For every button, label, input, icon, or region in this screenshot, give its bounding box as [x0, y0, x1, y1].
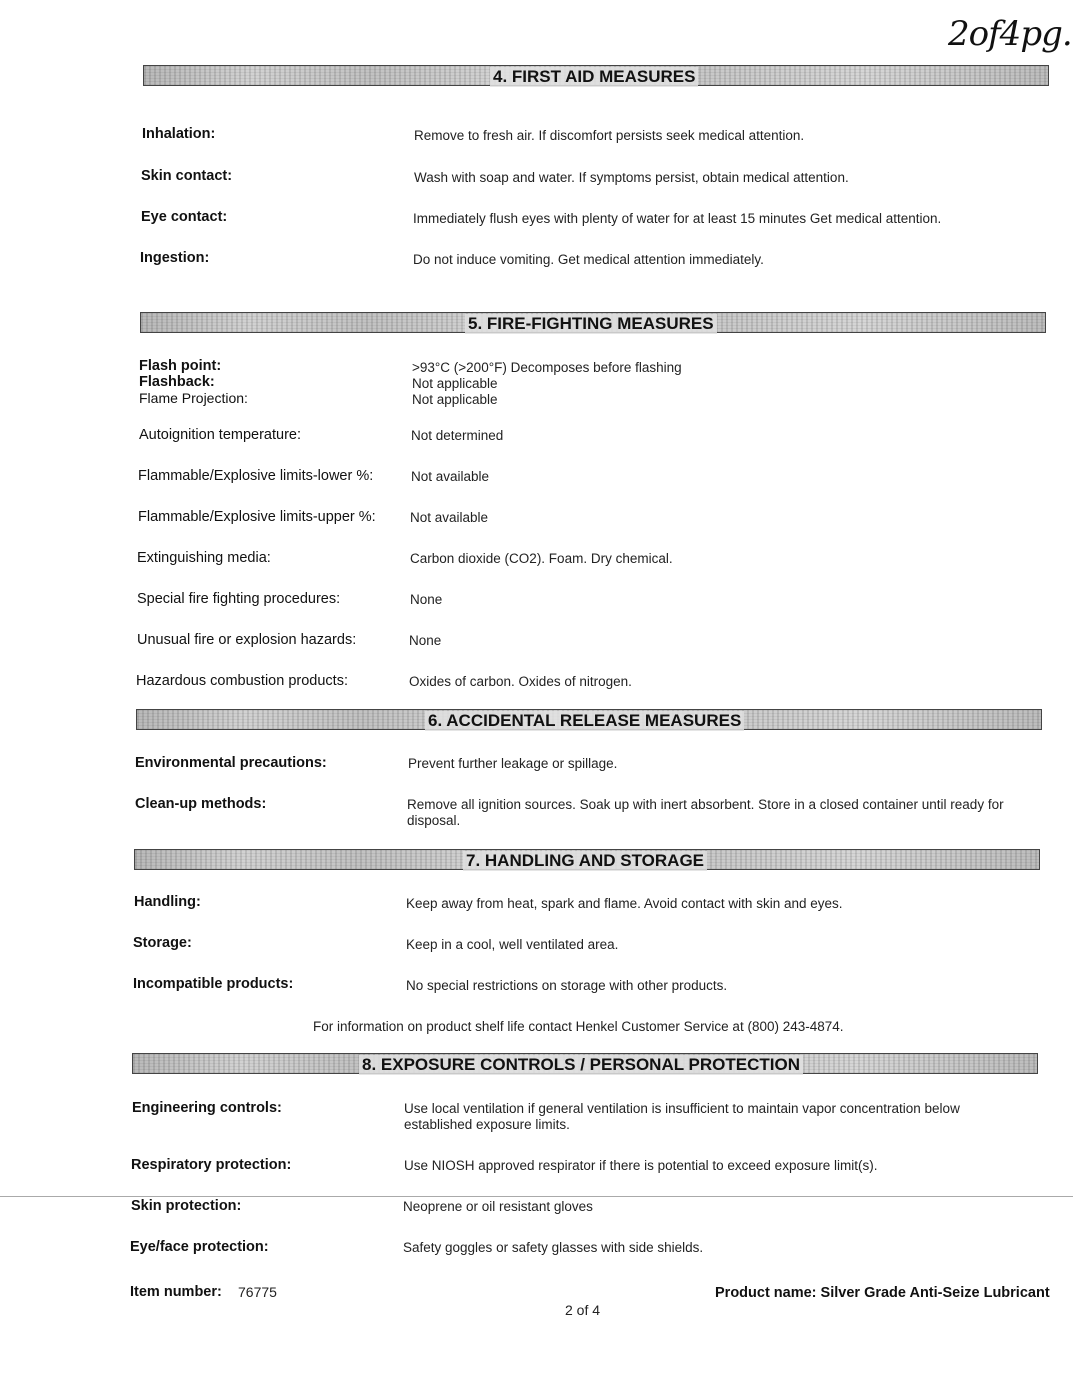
unusual-hazards-label: Unusual fire or explosion hazards:	[137, 632, 357, 648]
handling-label: Handling:	[134, 894, 201, 910]
inhalation-value: Remove to fresh air. If discomfort persists seek medical attention.	[414, 128, 805, 143]
upper-limit-label: Flammable/Explosive limits-upper %:	[138, 509, 376, 525]
combustion-products-value: Oxides of carbon. Oxides of nitrogen.	[409, 674, 632, 689]
extinguishing-media-value: Carbon dioxide (CO2). Foam. Dry chemical.	[410, 551, 673, 566]
skin-protection-label: Skin protection:	[131, 1198, 242, 1214]
section-header-fire-fighting	[140, 312, 1046, 333]
clean-up-methods-value: Remove all ignition sources. Soak up with inert absorbent. Store in a closed container until ready for disposal.	[407, 797, 1004, 828]
flame-projection-label: Flame Projection:	[139, 390, 248, 406]
special-procedures-value: None	[410, 592, 443, 607]
item-number-value: 76775	[238, 1284, 277, 1300]
flashback-label: Flashback:	[139, 374, 215, 390]
special-procedures-label: Special fire fighting procedures:	[137, 591, 341, 607]
eye-contact-value: Immediately flush eyes with plenty of water for at least 15 minutes Get medical attention.	[413, 211, 942, 226]
environmental-precautions-value: Prevent further leakage or spillage.	[408, 756, 618, 771]
combustion-products-label: Hazardous combustion products:	[136, 673, 348, 689]
eye-face-protection-value: Safety goggles or safety glasses with side shields.	[403, 1240, 704, 1255]
section-title: 7. HANDLING AND STORAGE	[463, 851, 707, 871]
environmental-precautions-label: Environmental precautions:	[135, 755, 327, 771]
skin-protection-value: Neoprene or oil resistant gloves	[403, 1199, 593, 1214]
ingestion-value: Do not induce vomiting. Get medical attention immediately.	[413, 252, 764, 267]
shelf-life-note: For information on product shelf life contact Henkel Customer Service at (800) 243-4874.	[313, 1019, 844, 1034]
flash-point-label: Flash point:	[139, 358, 222, 374]
skin-contact-value: Wash with soap and water. If symptoms persist, obtain medical attention.	[414, 170, 849, 185]
section-header-first-aid	[143, 65, 1049, 86]
flash-point-value: >93°C (>200°F) Decomposes before flashing	[412, 360, 682, 375]
lower-limit-label: Flammable/Explosive limits-lower %:	[138, 468, 374, 484]
handwritten-page-note: 2of4pg.	[948, 14, 1072, 54]
skin-contact-label: Skin contact:	[141, 168, 233, 184]
unusual-hazards-value: None	[409, 633, 442, 648]
scan-fold-line	[0, 1196, 1073, 1197]
engineering-controls-value: Use local ventilation if general ventilation is insufficient to maintain vapor concentration below established exposure limits.	[404, 1101, 960, 1132]
page-number: 2 of 4	[565, 1302, 601, 1318]
item-number-label: Item number:	[130, 1284, 222, 1300]
clean-up-methods-label: Clean-up methods:	[135, 796, 267, 812]
handling-value: Keep away from heat, spark and flame. Avoid contact with skin and eyes.	[406, 896, 843, 911]
flash-values	[412, 360, 682, 408]
section-header-handling-storage	[134, 849, 1040, 870]
section-title: 5. FIRE-FIGHTING MEASURES	[465, 314, 717, 334]
storage-value: Keep in a cool, well ventilated area.	[406, 937, 619, 952]
section-header-exposure-controls	[132, 1053, 1038, 1074]
autoignition-value: Not determined	[411, 428, 504, 443]
autoignition-label: Autoignition temperature:	[139, 427, 302, 443]
flash-labels	[139, 358, 248, 406]
eye-contact-label: Eye contact:	[141, 209, 228, 225]
ingestion-label: Ingestion:	[140, 250, 210, 266]
extinguishing-media-label: Extinguishing media:	[137, 550, 271, 566]
flame-projection-value: Not applicable	[412, 392, 498, 407]
incompatible-products-label: Incompatible products:	[133, 976, 294, 992]
inhalation-label: Inhalation:	[142, 126, 216, 142]
upper-limit-value: Not available	[410, 510, 489, 525]
lower-limit-value: Not available	[411, 469, 490, 484]
section-title: 6. ACCIDENTAL RELEASE MEASURES	[425, 711, 744, 731]
incompatible-products-value: No special restrictions on storage with other products.	[406, 978, 728, 993]
engineering-controls-label: Engineering controls:	[132, 1100, 282, 1116]
respiratory-protection-value: Use NIOSH approved respirator if there is potential to exceed exposure limit(s).	[404, 1158, 878, 1173]
product-name: Product name: Silver Grade Anti-Seize Lubricant	[715, 1285, 1050, 1301]
respiratory-protection-label: Respiratory protection:	[131, 1157, 292, 1173]
section-title: 4. FIRST AID MEASURES	[490, 67, 698, 87]
section-header-accidental-release	[136, 709, 1042, 730]
storage-label: Storage:	[133, 935, 192, 951]
section-title: 8. EXPOSURE CONTROLS / PERSONAL PROTECTION	[359, 1055, 803, 1075]
eye-face-protection-label: Eye/face protection:	[130, 1239, 269, 1255]
flashback-value: Not applicable	[412, 376, 498, 391]
